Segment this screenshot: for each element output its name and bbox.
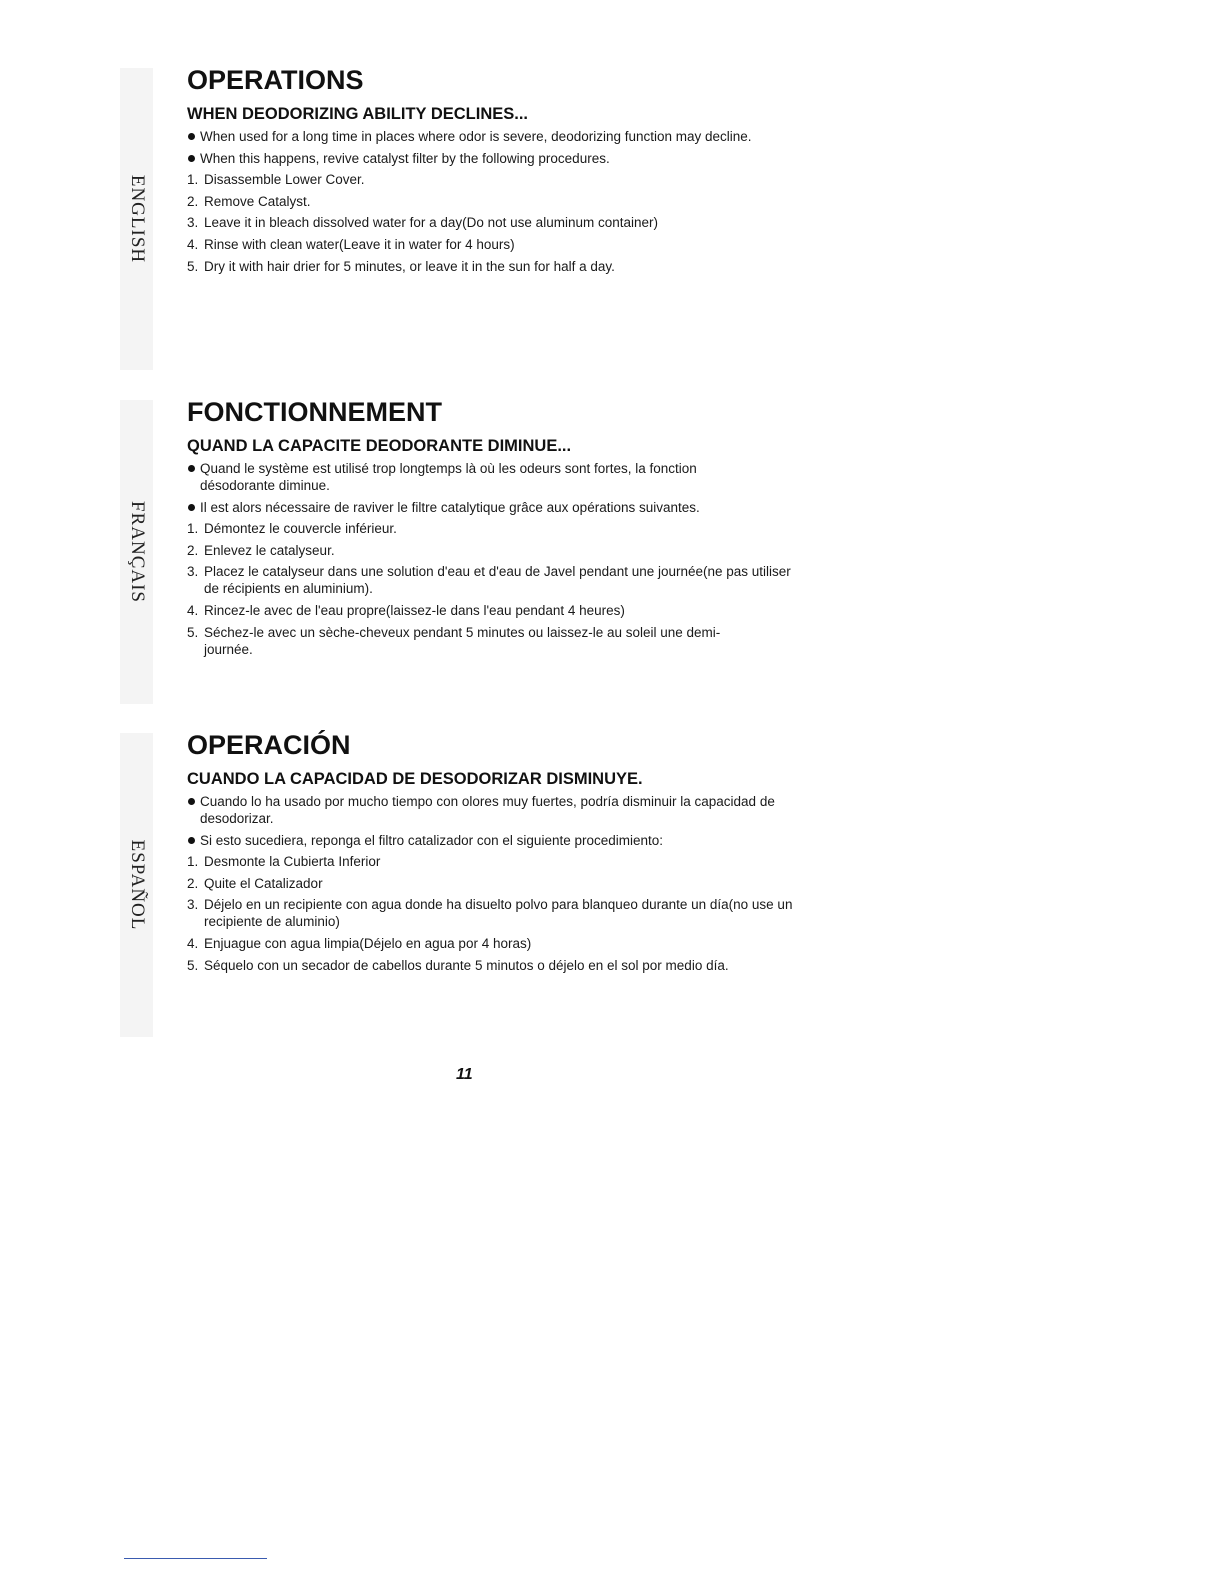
step-number: 4. bbox=[187, 935, 199, 951]
bullet-icon bbox=[188, 837, 195, 844]
step-item bbox=[187, 957, 827, 974]
tab-label-english: ENGLISH bbox=[126, 174, 148, 264]
step-text: Rinse with clean water(Leave it in water for 4 hours) bbox=[204, 236, 515, 252]
tab-label-francais: FRANÇAIS bbox=[126, 501, 148, 603]
bullet-icon bbox=[188, 155, 195, 162]
step-number: 5. bbox=[187, 624, 199, 640]
step-number: 5. bbox=[187, 957, 199, 973]
step-item bbox=[187, 624, 827, 658]
step-number: 5. bbox=[187, 258, 199, 274]
bullet-text: Cuando lo ha usado por mucho tiempo con olores muy fuertes, podría disminuir la capacidad de desodorizar. bbox=[200, 794, 775, 826]
step-item bbox=[187, 214, 827, 231]
step-item bbox=[187, 602, 827, 619]
step-item bbox=[187, 542, 827, 559]
language-tab-francais bbox=[120, 400, 153, 704]
step-item bbox=[187, 236, 827, 253]
step-number: 2. bbox=[187, 542, 199, 558]
step-item bbox=[187, 935, 827, 952]
page-number: 11 bbox=[456, 1066, 473, 1083]
step-list bbox=[187, 520, 827, 657]
step-text: Démontez le couvercle inférieur. bbox=[204, 521, 397, 537]
bullet-icon bbox=[188, 133, 195, 140]
step-number: 3. bbox=[187, 215, 199, 231]
bullet-item bbox=[187, 832, 827, 849]
section-french bbox=[187, 396, 827, 662]
step-item bbox=[187, 193, 827, 210]
section-subtitle: QUAND LA CAPACITE DEODORANTE DIMINUE... bbox=[187, 437, 572, 455]
step-list bbox=[187, 853, 827, 973]
step-text: Dry it with hair drier for 5 minutes, or leave it in the sun for half a day. bbox=[204, 258, 615, 274]
step-item bbox=[187, 258, 827, 275]
bullet-list bbox=[187, 128, 827, 167]
bullet-item bbox=[187, 150, 827, 167]
step-number: 4. bbox=[187, 236, 199, 252]
bullet-icon bbox=[188, 465, 195, 472]
step-number: 1. bbox=[187, 521, 199, 537]
step-text: Remove Catalyst. bbox=[204, 193, 311, 209]
bullet-item bbox=[187, 793, 827, 827]
step-number: 2. bbox=[187, 193, 199, 209]
step-text: Leave it in bleach dissolved water for a day(Do not use aluminum container) bbox=[204, 215, 658, 231]
section-title: OPERATIONS bbox=[187, 65, 364, 95]
tab-label-espanol: ESPAÑOL bbox=[126, 839, 148, 931]
step-text: Desmonte la Cubierta Inferior bbox=[204, 854, 381, 870]
section-english bbox=[187, 64, 827, 279]
step-number: 3. bbox=[187, 897, 199, 913]
section-subtitle: CUANDO LA CAPACIDAD DE DESODORIZAR DISMINUYE. bbox=[187, 770, 643, 788]
step-text: Séquelo con un secador de cabellos durante 5 minutos o déjelo en el sol por medio día. bbox=[204, 957, 729, 973]
bullet-list bbox=[187, 460, 827, 516]
footer-rule bbox=[124, 1558, 267, 1559]
step-list bbox=[187, 171, 827, 274]
language-tab-espanol bbox=[120, 733, 153, 1037]
step-text: Déjelo en un recipiente con agua donde ha disuelto polvo para blanqueo durante un día(no use un recipiente de aluminio) bbox=[204, 897, 793, 930]
bullet-text: Il est alors nécessaire de raviver le filtre catalytique grâce aux opérations suivantes. bbox=[200, 499, 700, 515]
bullet-item bbox=[187, 499, 827, 516]
step-text: Placez le catalyseur dans une solution d'eau et d'eau de Javel pendant une journée(ne pas utiliser de récipients en aluminium). bbox=[204, 564, 791, 597]
bullet-icon bbox=[188, 798, 195, 805]
step-item bbox=[187, 853, 827, 870]
step-number: 1. bbox=[187, 172, 199, 188]
bullet-text: When used for a long time in places where odor is severe, deodorizing function may decline. bbox=[200, 129, 752, 144]
step-text: Séchez-le avec un sèche-cheveux pendant 5 minutes ou laissez-le au soleil une demi-journée. bbox=[204, 624, 721, 657]
step-item bbox=[187, 520, 827, 537]
section-title: FONCTIONNEMENT bbox=[187, 397, 442, 427]
step-number: 2. bbox=[187, 875, 199, 891]
step-number: 3. bbox=[187, 564, 199, 580]
bullet-item bbox=[187, 128, 827, 145]
bullet-list bbox=[187, 793, 827, 849]
step-item bbox=[187, 875, 827, 892]
step-text: Disassemble Lower Cover. bbox=[204, 172, 365, 188]
step-text: Enlevez le catalyseur. bbox=[204, 542, 335, 558]
section-title: OPERACIÓN bbox=[187, 730, 351, 760]
language-tab-english bbox=[120, 68, 153, 370]
bullet-text: Quand le système est utilisé trop longtemps là où les odeurs sont fortes, la fonction désodorante diminue. bbox=[200, 461, 697, 493]
step-text: Quite el Catalizador bbox=[204, 875, 323, 891]
step-item bbox=[187, 171, 827, 188]
step-item bbox=[187, 563, 827, 597]
bullet-text: When this happens, revive catalyst filter by the following procedures. bbox=[200, 150, 610, 166]
bullet-icon bbox=[188, 504, 195, 511]
step-number: 1. bbox=[187, 854, 199, 870]
step-text: Enjuague con agua limpia(Déjelo en agua por 4 horas) bbox=[204, 935, 532, 951]
bullet-text: Si esto sucediera, reponga el filtro catalizador con el siguiente procedimiento: bbox=[200, 832, 664, 848]
step-text: Rincez-le avec de l'eau propre(laissez-le dans l'eau pendant 4 heures) bbox=[204, 602, 625, 618]
step-item bbox=[187, 896, 827, 930]
section-spanish bbox=[187, 729, 827, 978]
step-number: 4. bbox=[187, 602, 199, 618]
section-subtitle: WHEN DEODORIZING ABILITY DECLINES... bbox=[187, 105, 529, 123]
bullet-item bbox=[187, 460, 827, 494]
